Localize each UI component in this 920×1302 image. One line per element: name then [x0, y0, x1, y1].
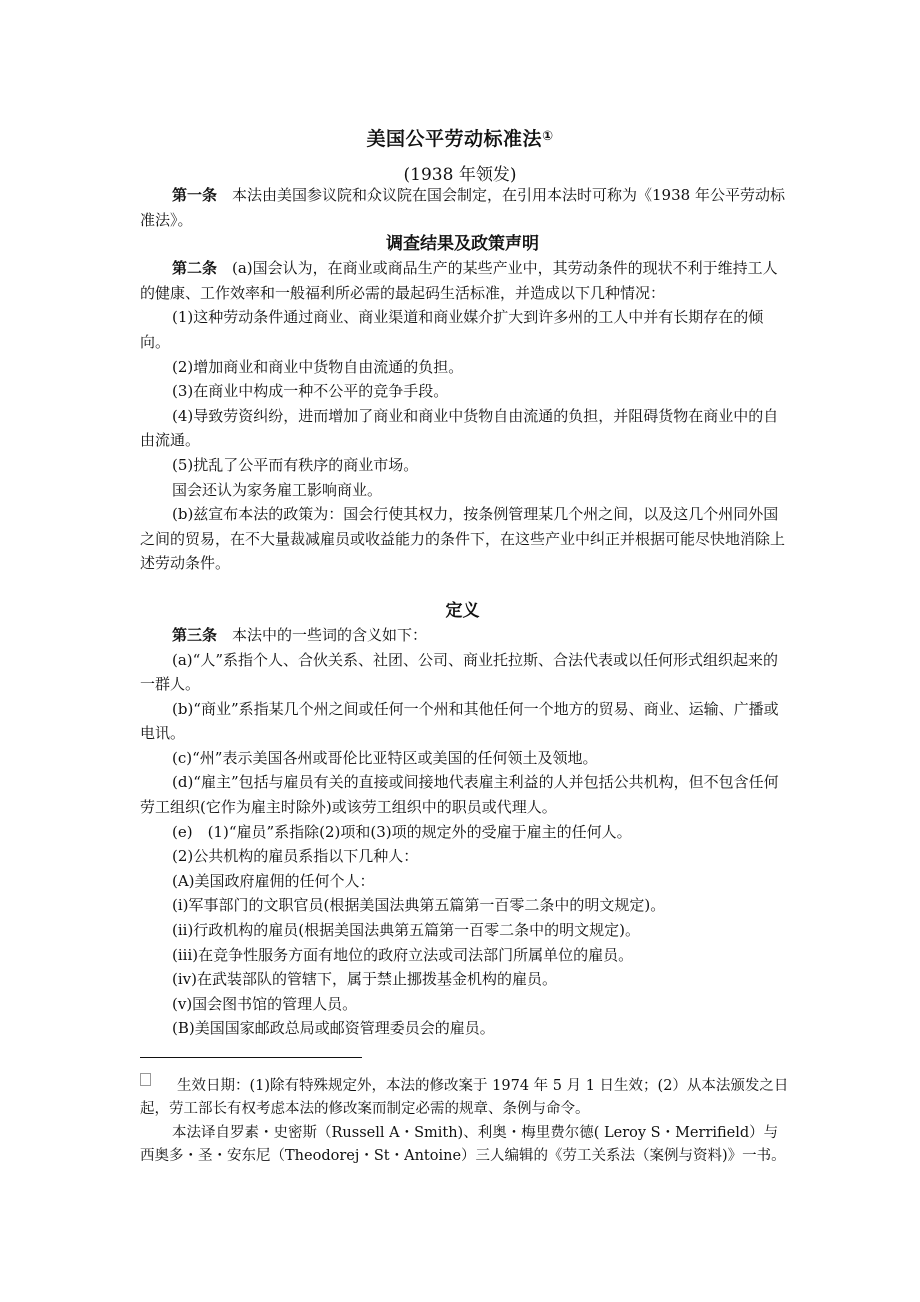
- page-title: [0, 124, 920, 151]
- article-3-item: (B)美国国家邮政总局或邮资管理委员会的雇员。: [172, 1019, 495, 1038]
- article-2-item: (5)扰乱了公平而有秩序的商业市场。: [172, 455, 419, 474]
- footnote-1-text: 生效日期：(1)除有特殊规定外，本法的修改案于 1974 年 5 月 1 日生效；(2）从本法颁发之日起，劳工部长有权考虑本法的修改案而制定必需的规章、条例与命令。: [140, 1078, 789, 1118]
- section-heading-findings: 调查结果及政策声明: [386, 234, 539, 255]
- article-2-label: 第二条: [172, 259, 218, 278]
- article-2-item: (3)在商业中构成一种不公平的竞争手段。: [172, 382, 449, 401]
- footnote-divider: [140, 1057, 362, 1058]
- enactment-year: (1938 年领发): [403, 165, 517, 185]
- article-3-item: (iii)在竞争性服务方面有地位的政府立法或司法部门所属单位的雇员。: [172, 945, 634, 964]
- article-2-item: (2)增加商业和商业中货物自由流通的负担。: [172, 357, 464, 376]
- article-2-item: (b)兹宣布本法的政策为：国会行使其权力，按条例管理某几个州之间，以及这几个州同外国之间的贸易，在不大量裁减雇员或收益能力的条件下，在这些产业中纠正并根据可能尽快地消除上述劳动条件。: [140, 505, 786, 573]
- article-3-item: (d)“雇主”包括与雇员有关的直接或间接地代表雇主利益的人并包括公共机构，但不包含任何劳工组织(它作为雇主时除外)或该劳工组织中的职员或代理人。: [140, 773, 779, 817]
- article-2-item: 国会还认为家务雇工影响商业。: [172, 480, 383, 499]
- article-3-item: (i)军事部门的文职官员(根据美国法典第五篇第一百零二条中的明文规定)。: [172, 896, 666, 915]
- article-2-item: (4)导致劳资纠纷，进而增加了商业和商业中货物自由流通的负担，并阻碍货物在商业中的自由流通。: [140, 406, 779, 450]
- article-2-text: (a)国会认为，在商业或商品生产的某些产业中，其劳动条件的现状不利于维持工人的健康、工作效率和一般福利所必需的最起码生活标准，并造成以下几种情况：: [140, 259, 778, 302]
- article-3-item: (v)国会图书馆的管理人员。: [172, 994, 358, 1013]
- article-3-item: (c)“州”表示美国各州或哥伦比亚特区或美国的任何领土及领地。: [172, 748, 598, 767]
- footnotes: [140, 1073, 790, 1169]
- article-3-item: (b)“商业”系指某几个州之间或任何一个州和其他任何一个地方的贸易、商业、运输、广播或电讯。: [140, 699, 779, 743]
- article-3-item: (A)美国政府雇佣的任何个人：: [172, 871, 375, 890]
- footnote-reference[interactable]: ①: [542, 129, 554, 144]
- article-1-text: 本法由美国参议院和众议院在国会制定，在引用本法时可称为《1938 年公平劳动标准法》。: [140, 186, 785, 229]
- title-text: 美国公平劳动标准法: [366, 128, 542, 150]
- article-3-item: (a)“人”系指个人、合伙关系、社团、公司、商业托拉斯、合法代表或以任何形式组织起来的一群人。: [140, 650, 778, 694]
- article-1: [140, 183, 785, 232]
- article-3-text: 本法中的一些词的含义如下：: [217, 625, 428, 644]
- footnote-2: 本法译自罗素・史密斯（Russell A・Smith)、利奥・梅里费尔德( Leroy S・Merrifield）与西奥多・圣・安东尼（Theodorej・St・Antoine）三人编辑的《劳工关系法（案例与资料)》一书。: [140, 1124, 786, 1165]
- article-2: [140, 256, 785, 305]
- section-heading-definitions: 定义: [445, 600, 480, 621]
- article-3-item: (2)公共机构的雇员系指以下几种人：: [172, 847, 419, 866]
- footnote-marker-icon: [140, 1073, 151, 1086]
- article-2-item: (1)这种劳动条件通过商业、商业渠道和商业媒介扩大到许多州的工人中并有长期存在的倾向。: [140, 308, 764, 351]
- article-1-label: 第一条: [172, 186, 218, 204]
- article-3-item: (iv)在武装部队的管辖下，属于禁止挪拨基金机构的雇员。: [172, 970, 557, 989]
- law-body: [140, 183, 785, 1041]
- article-3-item: (e) (1)“雇员”系指除(2)项和(3)项的规定外的受雇于雇主的任何人。: [172, 822, 632, 841]
- footnote-1: [140, 1073, 790, 1122]
- article-3: [140, 623, 785, 648]
- article-3-item: (ii)行政机构的雇员(根据美国法典第五篇第一百零二条中的明文规定)。: [172, 921, 641, 940]
- article-3-label: 第三条: [172, 625, 218, 644]
